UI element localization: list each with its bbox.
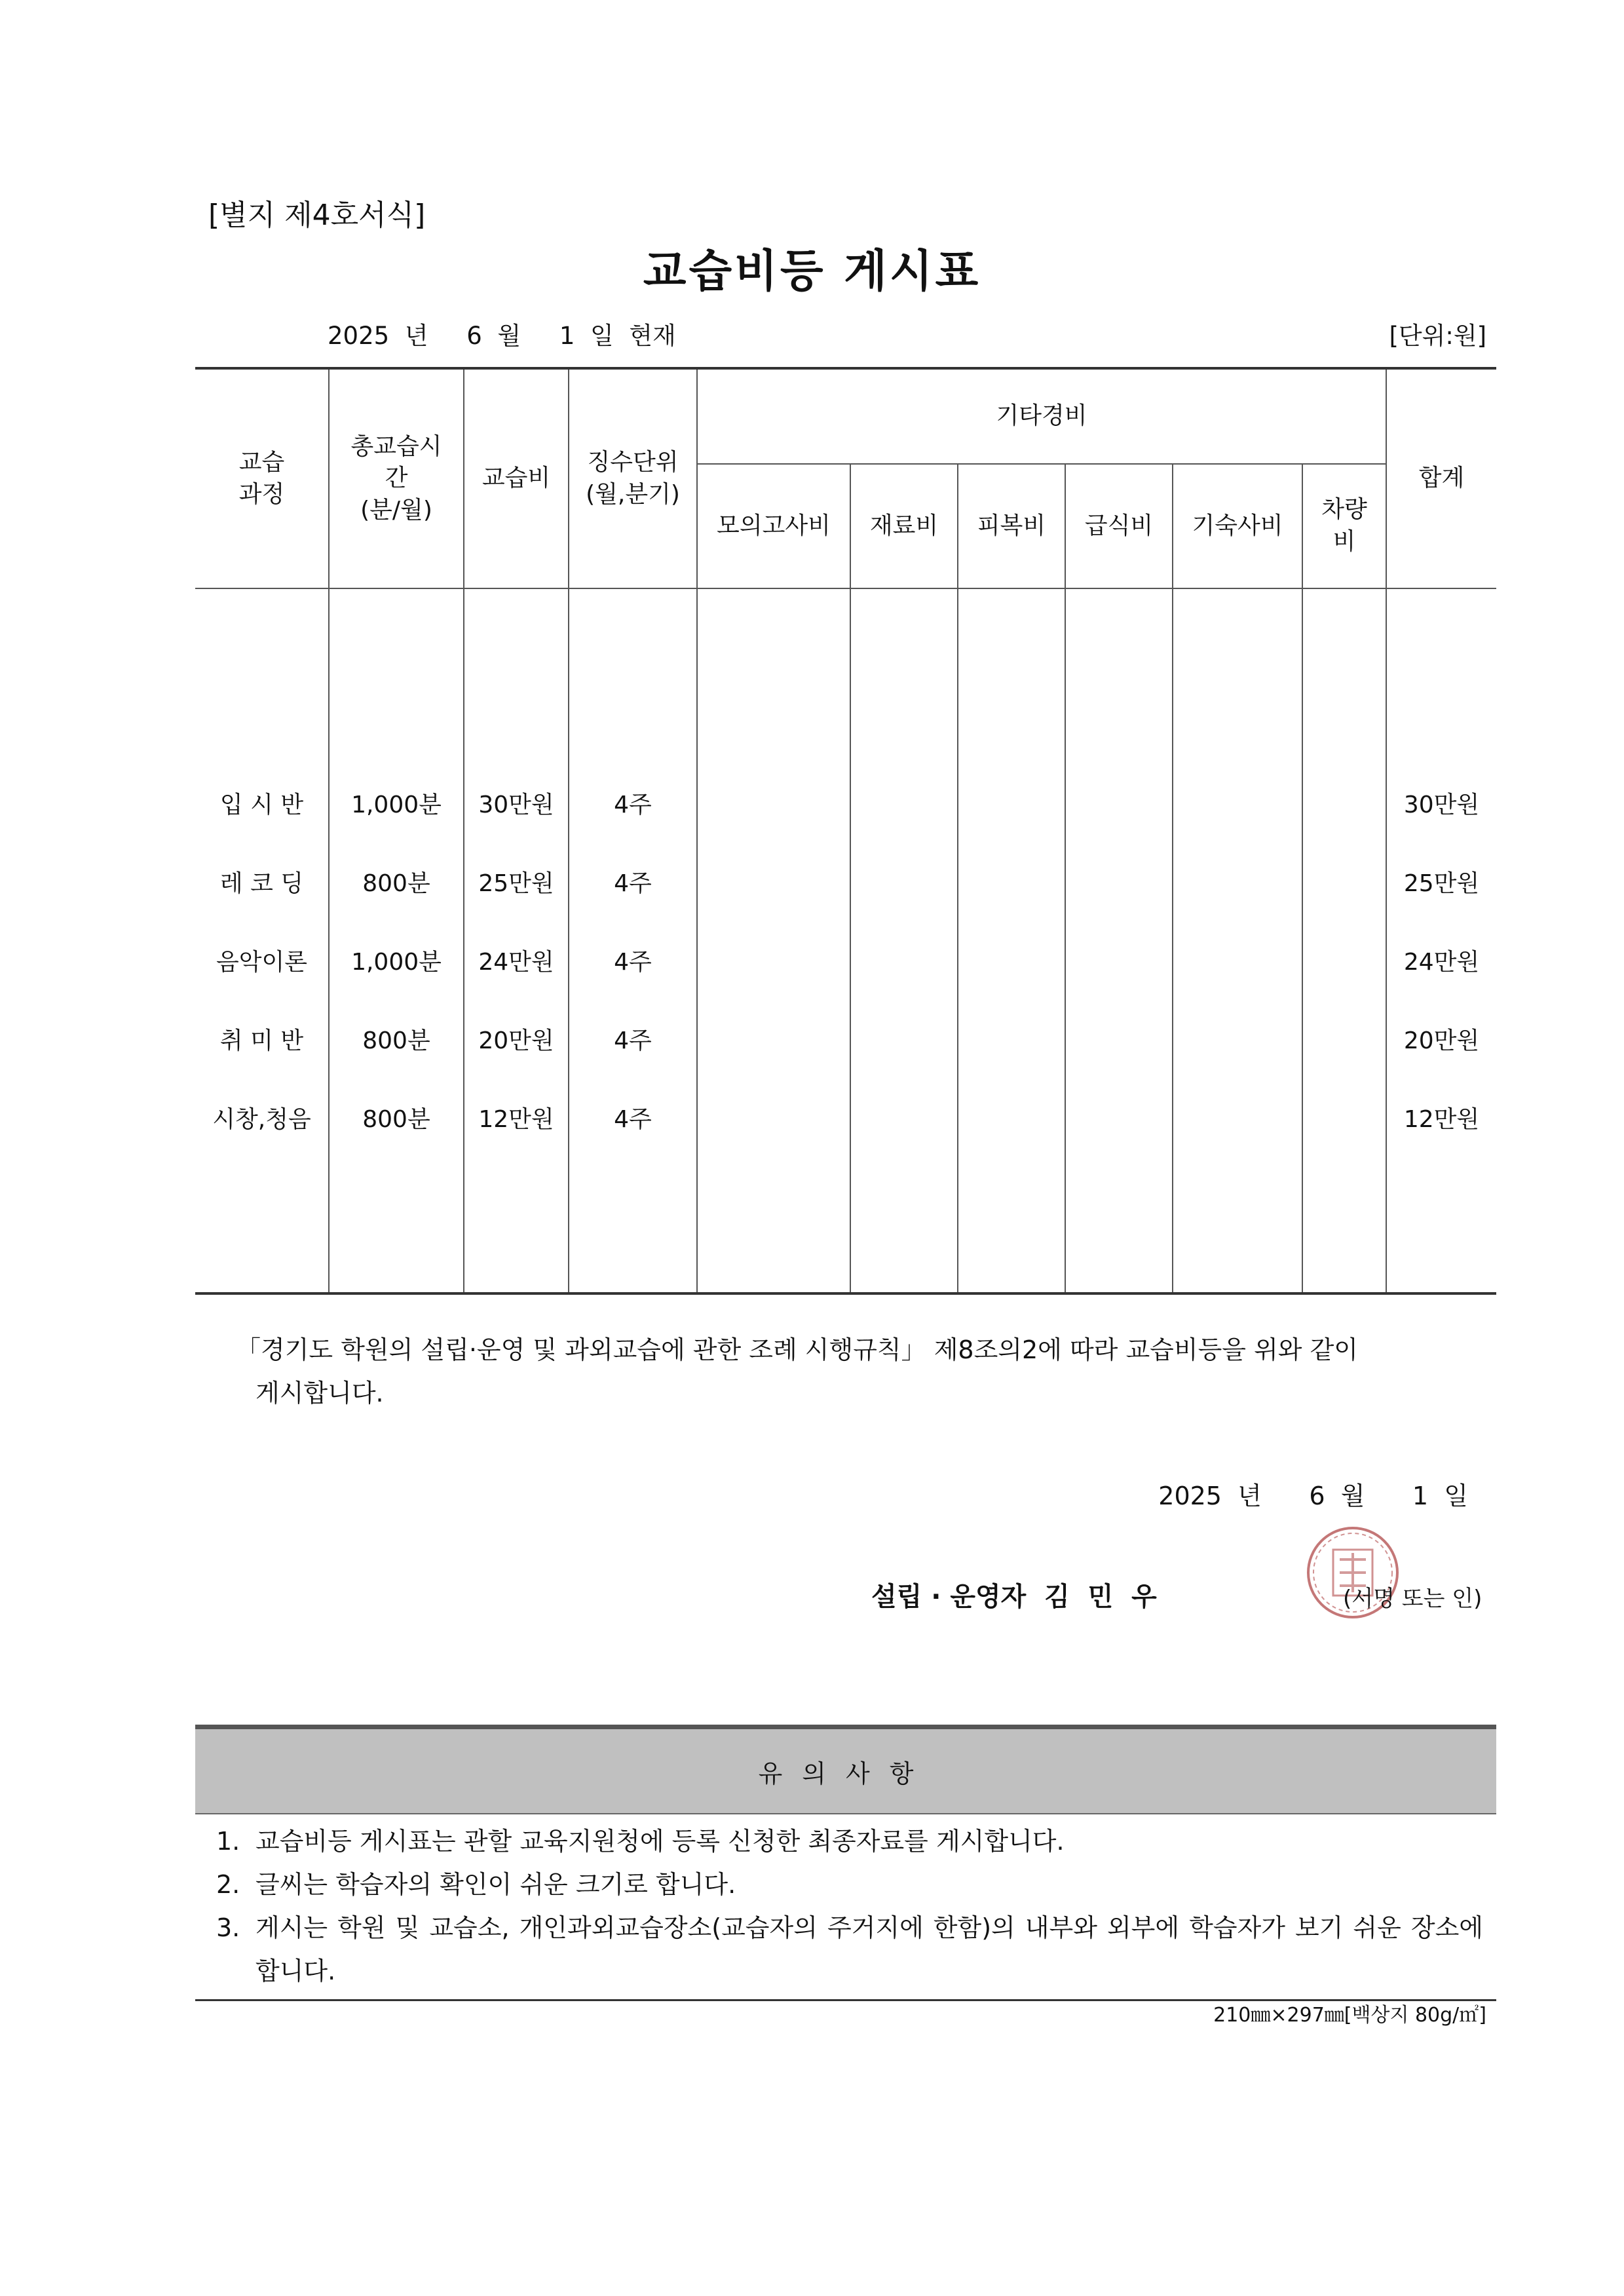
paper-spec: 210㎜×297㎜[백상지 80g/㎡] xyxy=(1213,2004,1486,2027)
header-tuition: 교습비 xyxy=(464,368,569,588)
course-column xyxy=(195,588,329,1293)
fee-table xyxy=(195,367,1496,1295)
clothing-column xyxy=(958,588,1065,1293)
course-cell: 시창,청음 xyxy=(212,1106,311,1133)
billing-unit-cell: 4주 xyxy=(614,949,652,976)
tuition-column xyxy=(464,588,569,1293)
header-vehicle-text: 차량 비 xyxy=(1321,496,1367,555)
header-billing-unit-text: 징수단위 (월,분기) xyxy=(586,448,680,508)
as-of-suffix: 현재 xyxy=(629,322,676,350)
form-label: [별지 제4호서식] xyxy=(208,199,426,232)
sign-year: 2025 xyxy=(1158,1482,1222,1510)
billing-unit-cell: 4주 xyxy=(614,792,652,818)
header-total-hours xyxy=(329,368,464,588)
as-of-day: 1 xyxy=(559,322,575,350)
total-cell: 20만원 xyxy=(1403,1027,1480,1054)
materials-column xyxy=(850,588,958,1293)
notes-title: 유의사항 xyxy=(195,1729,1496,1814)
note-number: 2. xyxy=(216,1870,240,1899)
billing-unit-column xyxy=(569,588,697,1293)
header-total-hours-text: 총교습시 간 (분/월) xyxy=(350,432,442,524)
billing-unit-cell: 4주 xyxy=(614,1027,652,1054)
as-of-month-unit: 월 xyxy=(497,322,521,350)
note-item xyxy=(216,1906,1483,1993)
total-cell: 12만원 xyxy=(1403,1106,1480,1133)
total-cell: 25만원 xyxy=(1403,870,1480,897)
note-number: 1. xyxy=(216,1827,240,1856)
header-dormitory: 기숙사비 xyxy=(1173,464,1302,588)
header-total: 합계 xyxy=(1386,368,1496,588)
note-text: 교습비등 게시표는 관할 교육지원청에 등록 신청한 최종자료를 게시합니다. xyxy=(255,1827,1065,1856)
tuition-cell: 12만원 xyxy=(478,1106,554,1133)
total-cell: 30만원 xyxy=(1403,792,1480,818)
as-of-year-unit: 년 xyxy=(404,322,428,350)
signer-name: 김 민 우 xyxy=(1044,1582,1157,1612)
sign-year-unit: 년 xyxy=(1237,1482,1262,1510)
tuition-cell: 20만원 xyxy=(478,1027,554,1054)
signer xyxy=(871,1576,1157,1613)
note-text: 게시는 학원 및 교습소, 개인과외교습장소(교습자의 주거지에 한함)의 내부와 외부에 학습자가 보기 쉬운 장소에 합니다. xyxy=(255,1913,1483,1985)
declaration-text-continued: 게시합니다. xyxy=(255,1379,384,1407)
header-vehicle xyxy=(1302,464,1386,588)
note-item xyxy=(216,1820,1483,1863)
hours-cell: 800분 xyxy=(362,870,430,897)
note-item xyxy=(216,1863,1483,1906)
billing-unit-cell: 4주 xyxy=(614,1106,652,1133)
billing-unit-cell: 4주 xyxy=(614,870,652,897)
header-materials: 재료비 xyxy=(850,464,958,588)
signature-note: (서명 또는 인) xyxy=(1343,1586,1482,1612)
header-billing-unit xyxy=(569,368,697,588)
course-cell: 음악이론 xyxy=(216,949,308,976)
header-mock-exam: 모의고사비 xyxy=(697,464,850,588)
header-meals: 급식비 xyxy=(1065,464,1173,588)
hours-cell: 1,000분 xyxy=(351,949,442,976)
tuition-cell: 24만원 xyxy=(478,949,554,976)
note-text: 글씨는 학습자의 확인이 쉬운 크기로 합니다. xyxy=(255,1870,736,1899)
sign-day: 1 xyxy=(1412,1482,1429,1510)
hours-cell: 1,000분 xyxy=(351,792,442,818)
sign-month-unit: 월 xyxy=(1340,1482,1365,1510)
tuition-cell: 25만원 xyxy=(478,870,554,897)
hours-cell: 800분 xyxy=(362,1106,430,1133)
note-number: 3. xyxy=(216,1913,240,1942)
hours-column xyxy=(329,588,464,1293)
total-column xyxy=(1386,588,1496,1293)
dormitory-column xyxy=(1173,588,1302,1293)
mock-exam-column xyxy=(697,588,850,1293)
total-cell: 24만원 xyxy=(1403,949,1480,976)
course-cell: 입 시 반 xyxy=(219,792,304,818)
unit-label: [단위:원] xyxy=(1389,322,1486,350)
notes-list xyxy=(195,1814,1496,1999)
sign-month: 6 xyxy=(1309,1482,1325,1510)
hours-cell: 800분 xyxy=(362,1027,430,1054)
vehicle-column xyxy=(1302,588,1386,1293)
header-clothing: 피복비 xyxy=(958,464,1065,588)
notes-box xyxy=(195,1725,1496,2001)
header-course xyxy=(195,368,329,588)
course-cell: 취 미 반 xyxy=(219,1027,304,1054)
header-course-text: 교습 과정 xyxy=(238,448,285,508)
as-of-year: 2025 xyxy=(328,322,390,350)
signer-role: 설립 · 운영자 xyxy=(871,1582,1027,1612)
signature-date xyxy=(1158,1476,1468,1512)
declaration-text: 「경기도 학원의 설립·운영 및 과외교습에 관한 조례 시행규칙」 제8조의2에 따라 교습비등을 위와 같이 xyxy=(236,1335,1358,1364)
course-cell: 레 코 딩 xyxy=(219,870,304,897)
tuition-cell: 30만원 xyxy=(478,792,554,818)
as-of-month: 6 xyxy=(466,322,482,350)
as-of-date xyxy=(328,316,676,351)
sign-day-unit: 일 xyxy=(1444,1482,1468,1510)
as-of-day-unit: 일 xyxy=(590,322,614,350)
meals-column xyxy=(1065,588,1173,1293)
header-other-expenses: 기타경비 xyxy=(697,368,1386,464)
document-title: 교습비등 게시표 xyxy=(643,246,981,297)
